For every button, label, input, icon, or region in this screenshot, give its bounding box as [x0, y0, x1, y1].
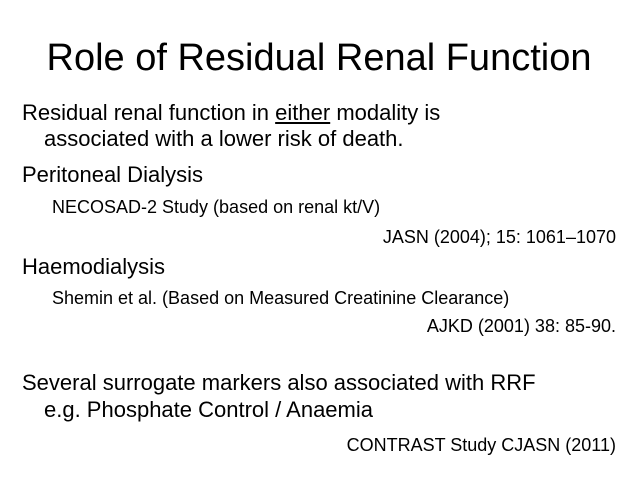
- hd-reference: AJKD (2001) 38: 85-90.: [426, 316, 616, 336]
- intro-line-2: associated with a lower risk of death.: [44, 126, 404, 151]
- intro-emphasis: either: [275, 100, 331, 125]
- pd-study: NECOSAD-2 Study (based on renal kt/V): [52, 197, 381, 217]
- surrogate-line-2: e.g. Phosphate Control / Anaemia: [44, 397, 373, 422]
- hd-heading: Haemodialysis: [22, 254, 166, 279]
- pd-reference: JASN (2004); 15: 1061–1070: [382, 227, 616, 247]
- intro-text-before: Residual renal function in: [22, 100, 276, 125]
- surrogate-reference: CONTRAST Study CJASN (2011): [346, 435, 616, 455]
- intro-text-after: modality is: [330, 100, 441, 125]
- pd-heading: Peritoneal Dialysis: [22, 162, 203, 187]
- hd-study: Shemin et al. (Based on Measured Creatinine Clearance): [52, 288, 510, 308]
- surrogate-line-1: Several surrogate markers also associated with RRF: [22, 370, 536, 395]
- intro-line-1: [22, 100, 440, 126]
- slide-title: Role of Residual Renal Function: [46, 37, 592, 79]
